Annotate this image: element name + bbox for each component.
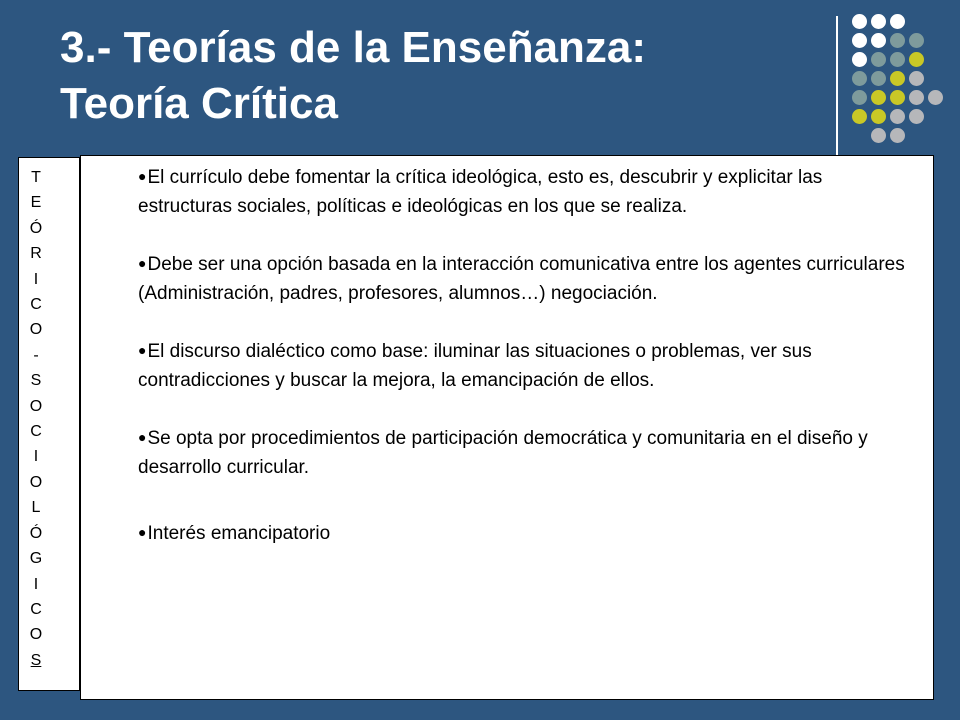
bullet-text: El currículo debe fomentar la crítica ideológica, esto es, descubrir y explicitar las estructuras sociales, políticas e ideológicas en los que se realiza. xyxy=(138,167,823,217)
bullet-dot-icon: ● xyxy=(138,429,147,445)
bullet-dot-icon: ● xyxy=(138,342,147,358)
bullet-item xyxy=(138,162,908,221)
decorative-dot xyxy=(852,52,867,67)
decorative-dot xyxy=(890,71,905,86)
decorative-dot xyxy=(871,109,886,124)
side-label-letter: L xyxy=(31,499,41,517)
decorative-dot xyxy=(852,14,867,29)
decorative-dot xyxy=(871,128,886,143)
side-label-letter: O xyxy=(29,397,43,415)
bullet-item xyxy=(138,249,908,308)
vertical-side-label xyxy=(19,165,53,673)
bullet-dot-icon: ● xyxy=(138,255,147,271)
decorative-dot xyxy=(852,90,867,105)
side-label-letter: C xyxy=(30,600,42,618)
decorative-dot xyxy=(871,14,886,29)
decorative-dot xyxy=(890,33,905,48)
side-label-letter: I xyxy=(33,448,39,466)
side-label-letter: I xyxy=(33,270,39,288)
bullet-item xyxy=(138,423,908,482)
decorative-dot xyxy=(890,90,905,105)
side-label-letter: R xyxy=(30,245,42,263)
side-label-letter: E xyxy=(30,194,42,212)
bullet-list xyxy=(138,162,908,548)
decorative-dot xyxy=(909,52,924,67)
decorative-dot xyxy=(928,90,943,105)
decorative-dot xyxy=(852,71,867,86)
decorative-dot xyxy=(909,71,924,86)
decorative-dot xyxy=(890,14,905,29)
side-label-letter: O xyxy=(29,321,43,339)
decorative-dot xyxy=(890,128,905,143)
side-label-letter: Ó xyxy=(29,219,43,237)
decorative-dot xyxy=(871,90,886,105)
side-label-letter: T xyxy=(31,169,41,186)
slide-title xyxy=(60,20,820,132)
bullet-dot-icon: ● xyxy=(138,524,147,540)
decorative-dot xyxy=(871,33,886,48)
bullet-text: Debe ser una opción basada en la interacción comunicativa entre los agentes curriculares (Administración, padres, profesores, alumnos…) negociación. xyxy=(138,254,905,304)
side-label-letter: G xyxy=(29,550,43,568)
decorative-dot xyxy=(852,109,867,124)
side-label-letter: - xyxy=(33,346,39,364)
decorative-dot xyxy=(909,33,924,48)
decorative-dot xyxy=(909,90,924,105)
decorative-dot xyxy=(909,109,924,124)
content-box xyxy=(80,155,934,700)
decorative-dot xyxy=(871,71,886,86)
title-divider-line xyxy=(836,16,838,156)
slide-title-line-2: Teoría Crítica xyxy=(60,79,338,128)
bullet-dot-icon: ● xyxy=(138,168,147,184)
side-label-letter: I xyxy=(33,575,39,593)
side-label-letter: S xyxy=(30,372,42,390)
side-label-letter: Ó xyxy=(29,524,43,542)
side-label-box xyxy=(18,157,80,691)
side-label-letter: C xyxy=(30,423,42,441)
side-label-letter: O xyxy=(29,473,43,491)
bullet-text: Se opta por procedimientos de participación democrática y comunitaria en el diseño y desarrollo curricular. xyxy=(138,428,868,478)
decorative-dot xyxy=(890,52,905,67)
bullet-text: El discurso dialéctico como base: iluminar las situaciones o problemas, ver sus contradicciones y buscar la mejora, la emancipación de ellos. xyxy=(138,341,812,391)
slide-title-line-1: 3.- Teorías de la Enseñanza: xyxy=(60,23,647,72)
bullet-item xyxy=(138,336,908,395)
bullet-item xyxy=(138,518,908,548)
decorative-dot xyxy=(852,33,867,48)
side-label-letter: O xyxy=(29,626,43,644)
decorative-dot xyxy=(871,52,886,67)
bullet-text: Interés emancipatorio xyxy=(147,523,331,544)
decorative-dot xyxy=(890,109,905,124)
side-label-letter: C xyxy=(30,296,42,314)
side-label-letter: S xyxy=(30,651,42,669)
